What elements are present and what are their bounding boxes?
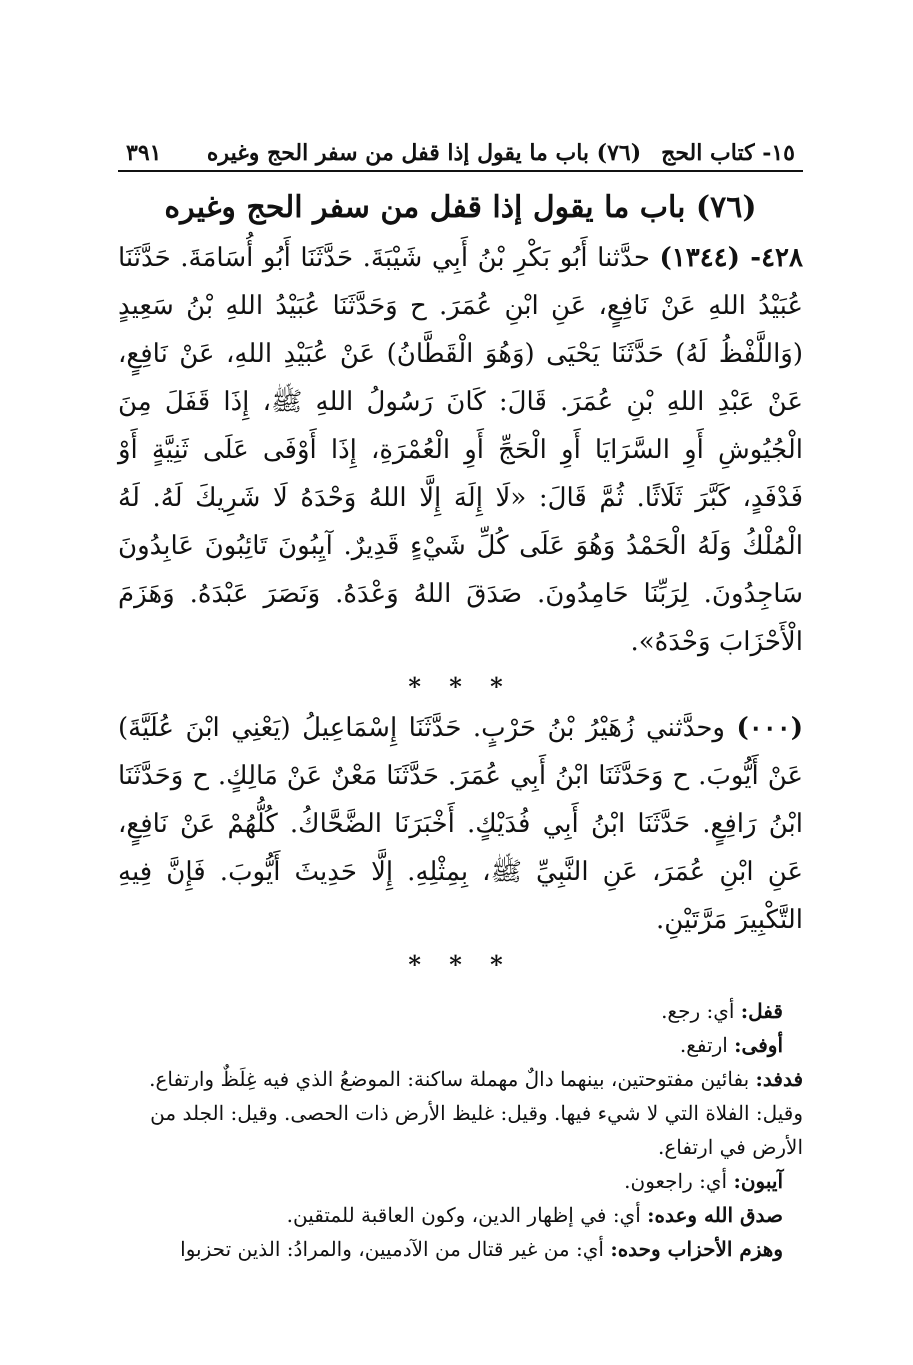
note-term: صدق الله وعده: [647, 1203, 783, 1227]
note-item [118, 1232, 783, 1266]
running-header-titles [207, 140, 795, 166]
note-text: أي: في إظهار الدين، وكون العاقبة للمتقين. [286, 1203, 641, 1227]
note-text: ارتفع. [679, 1033, 728, 1057]
note-term: فدفد: [755, 1067, 803, 1091]
footnotes [118, 994, 803, 1266]
note-text: أي: رجع. [661, 999, 735, 1023]
note-text: بفائين مفتوحتين، بينهما دالٌ مهملة ساكنة: الموضعُ الذي فيه غِلَظٌ وارتفاع. وقيل: الفلاة التي لا شيء فيها. وقيل: غليظ الأرض ذات الحصى. وقيل: الجلد من الأرض في ارتفاع. [149, 1067, 803, 1159]
running-chapter-title: (٧٦) باب ما يقول إذا قفل من سفر الحج وغيره [206, 140, 642, 166]
running-header [118, 140, 803, 172]
hadith-2-number: (٠٠٠) [736, 713, 803, 743]
section-separator-2: * * * [408, 950, 513, 979]
note-term: قفل: [740, 999, 783, 1023]
note-text: أي: راجعون. [624, 1169, 728, 1193]
section-separator: * * * [408, 672, 513, 701]
hadith-1-text: حدَّثنا أَبُو بَكْرِ بْنُ أَبِي شَيْبَةَ. حَدَّثَنَا أَبُو أُسَامَةَ. حَدَّثَنَا عُبَيْدُ اللهِ عَنْ نَافِعٍ، عَنِ ابْنِ عُمَرَ. ح وَحَدَّثَنَا عُبَيْدُ اللهِ بْنُ سَعِيدٍ (وَاللَّفْظُ لَهُ) حَدَّثَنَا يَحْيَى (وَهُوَ الْقَطَّانُ) عَنْ عُبَيْدِ اللهِ، عَنْ نَافِعٍ، عَنْ عَبْدِ اللهِ بْنِ عُمَرَ. قَالَ: كَانَ رَسُولُ اللهِ ﷺ، إِذَا قَفَلَ مِنَ الْجُيُوشِ أَوِ السَّرَايَا أَوِ الْحَجِّ أَوِ الْعُمْرَةِ، إِذَا أَوْفَى عَلَى ثَنِيَّةٍ أَوْ فَدْفَدٍ، كَبَّرَ ثَلَاثًا. ثُمَّ قَالَ: «لَا إِلَهَ إِلَّا اللهُ وَحْدَهُ لَا شَرِيكَ لَهُ. لَهُ الْمُلْكُ وَلَهُ الْحَمْدُ وَهُوَ عَلَى كُلِّ شَيْءٍ قَدِيرٌ. آيِبُونَ تَائِبُونَ عَابِدُونَ سَاجِدُونَ. لِرَبِّنَا حَامِدُونَ. صَدَقَ اللهُ وَعْدَهُ. وَنَصَرَ عَبْدَهُ. وَهَزَمَ الْأَحْزَابَ وَحْدَهُ». [118, 243, 803, 657]
note-item [118, 1028, 783, 1062]
note-item [118, 1198, 783, 1232]
note-item [118, 994, 783, 1028]
page-number: ٣٩١ [126, 140, 162, 166]
book-title: ١٥- كتاب الحج [661, 140, 795, 166]
note-term: وهزم الأحزاب وحده: [610, 1237, 783, 1261]
hadith-2 [118, 704, 803, 944]
hadith-1-number: ٤٢٨- (١٣٤٤) [659, 243, 803, 273]
note-term: آيبون: [733, 1169, 783, 1193]
note-term: أوفى: [734, 1033, 783, 1057]
hadith-2-text: وحدَّثني زُهَيْرُ بْنُ حَرْبٍ. حَدَّثَنَا إِسْمَاعِيلُ (يَعْنِي ابْنَ عُلَيَّةَ) عَنْ أَيُّوبَ. ح وَحَدَّثَنَا ابْنُ أَبِي عُمَرَ. حَدَّثَنَا مَعْنٌ عَنْ مَالِكٍ. ح وَحَدَّثَنَا ابْنُ رَافِعٍ. حَدَّثَنَا ابْنُ أَبِي فُدَيْكٍ. أَخْبَرَنَا الضَّحَّاكُ. كُلُّهُمْ عَنْ نَافِعٍ، عَنِ ابْنِ عُمَرَ، عَنِ النَّبِيِّ ﷺ، بِمِثْلِهِ. إِلَّا حَدِيثَ أَيُّوبَ. فَإِنَّ فِيهِ التَّكْبِيرَ مَرَّتَيْنِ. [118, 713, 803, 935]
note-item [118, 1164, 783, 1198]
note-item [118, 1062, 803, 1164]
chapter-title: (٧٦) باب ما يقول إذا قفل من سفر الحج وغيره [164, 190, 757, 225]
hadith-1 [118, 234, 803, 666]
note-text: أي: من غير قتال من الآدميين، والمرادُ: الذين تحزبوا [180, 1237, 604, 1261]
